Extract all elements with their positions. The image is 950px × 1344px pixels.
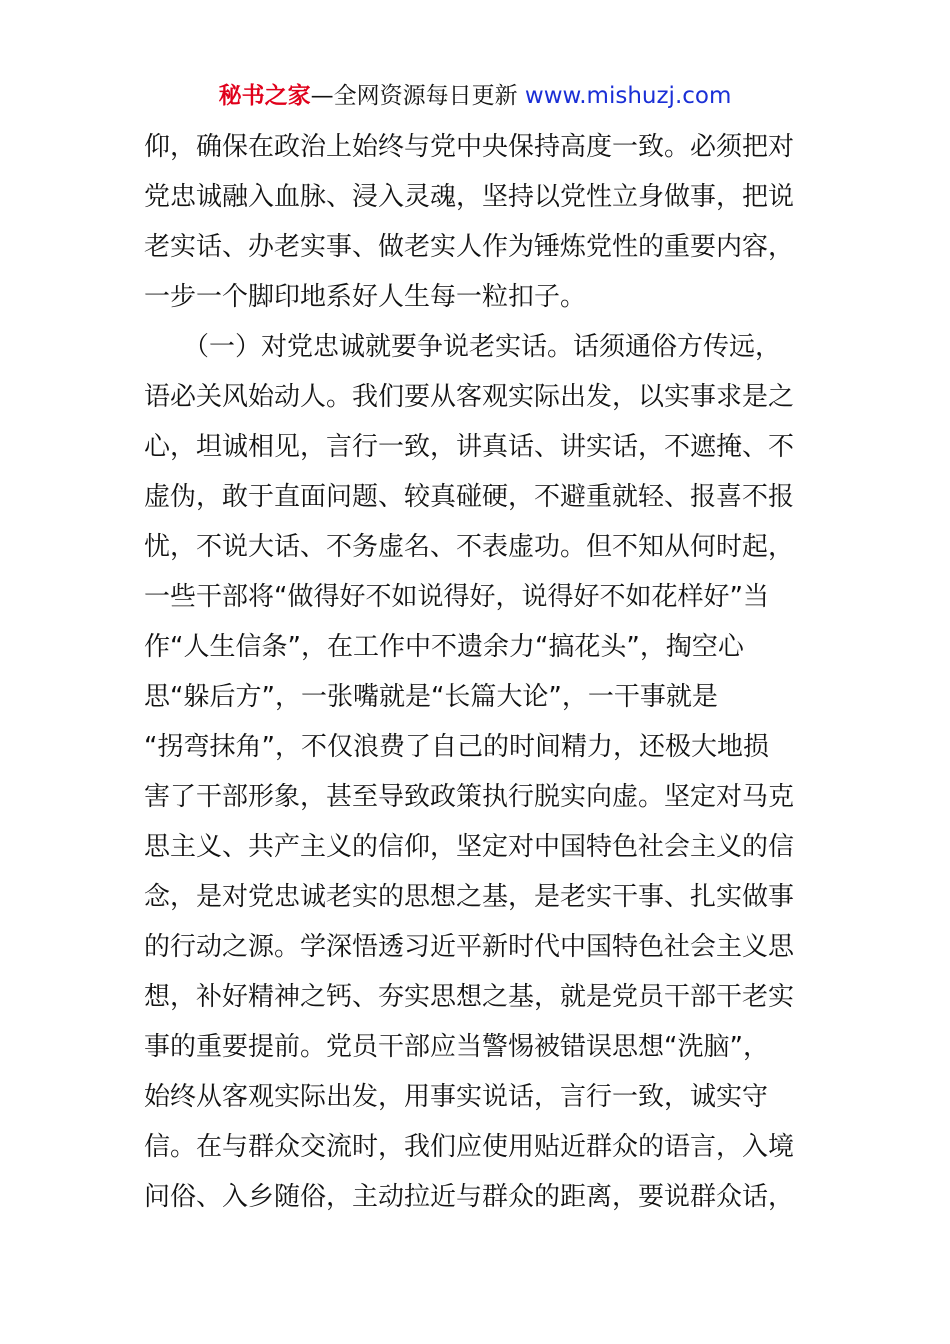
section-heading-line: （一）对党忠诚就要争说老实话。话须通俗方传远， — [144, 332, 782, 362]
text-line: 想，补好精神之钙、夯实思想之基，就是党员干部干老实 — [144, 982, 795, 1012]
text-line: 思“躲后方”，一张嘴就是“长篇大论”，一干事就是 — [144, 682, 718, 712]
text-line: 虚伪，敢于直面问题、较真碰硬，不避重就轻、报喜不报 — [144, 482, 795, 512]
text-line: 害了干部形象，甚至导致政策执行脱实向虚。坚定对马克 — [144, 782, 795, 812]
site-url-link[interactable]: www.mishuzj.com — [524, 83, 732, 109]
text-line: 党忠诚融入血脉、浸入灵魂，坚持以党性立身做事，把说 — [144, 182, 795, 212]
document-body — [144, 122, 824, 1222]
site-brand: 秘书之家 — [218, 83, 311, 109]
text-line: 事的重要提前。党员干部应当警惕被错误思想“洗脑”， — [144, 1032, 769, 1062]
text-line: 作“人生信条”，在工作中不遗余力“搞花头”，掏空心 — [144, 632, 744, 662]
text-line: “拐弯抹角”，不仅浪费了自己的时间精力，还极大地损 — [144, 732, 769, 762]
text-line: 语必关风始动人。我们要从客观实际出发，以实事求是之 — [144, 382, 795, 412]
text-line: 老实话、办老实事、做老实人作为锤炼党性的重要内容， — [144, 232, 795, 262]
text-line: 念，是对党忠诚老实的思想之基，是老实干事、扎实做事 — [144, 882, 795, 912]
text-line: 心，坦诚相见，言行一致，讲真话、讲实话，不遮掩、不 — [144, 432, 795, 462]
site-tagline: —全网资源每日更新 — [310, 83, 525, 109]
text-line: 的行动之源。学深悟透习近平新时代中国特色社会主义思 — [144, 932, 795, 962]
text-line: 信。在与群众交流时，我们应使用贴近群众的语言，入境 — [144, 1132, 795, 1162]
text-line: 一步一个脚印地系好人生每一粒扣子。 — [144, 282, 587, 312]
site-header — [0, 80, 950, 112]
text-line: 问俗、入乡随俗，主动拉近与群众的距离，要说群众话， — [144, 1182, 795, 1212]
text-line: 一些干部将“做得好不如说得好，说得好不如花样好”当 — [144, 582, 769, 612]
text-line: 忧，不说大话、不务虚名、不表虚功。但不知从何时起， — [144, 532, 795, 562]
text-line: 思主义、共产主义的信仰，坚定对中国特色社会主义的信 — [144, 832, 795, 862]
text-line: 仰，确保在政治上始终与党中央保持高度一致。必须把对 — [144, 132, 795, 162]
text-line: 始终从客观实际出发，用事实说话，言行一致，诚实守 — [144, 1082, 769, 1112]
